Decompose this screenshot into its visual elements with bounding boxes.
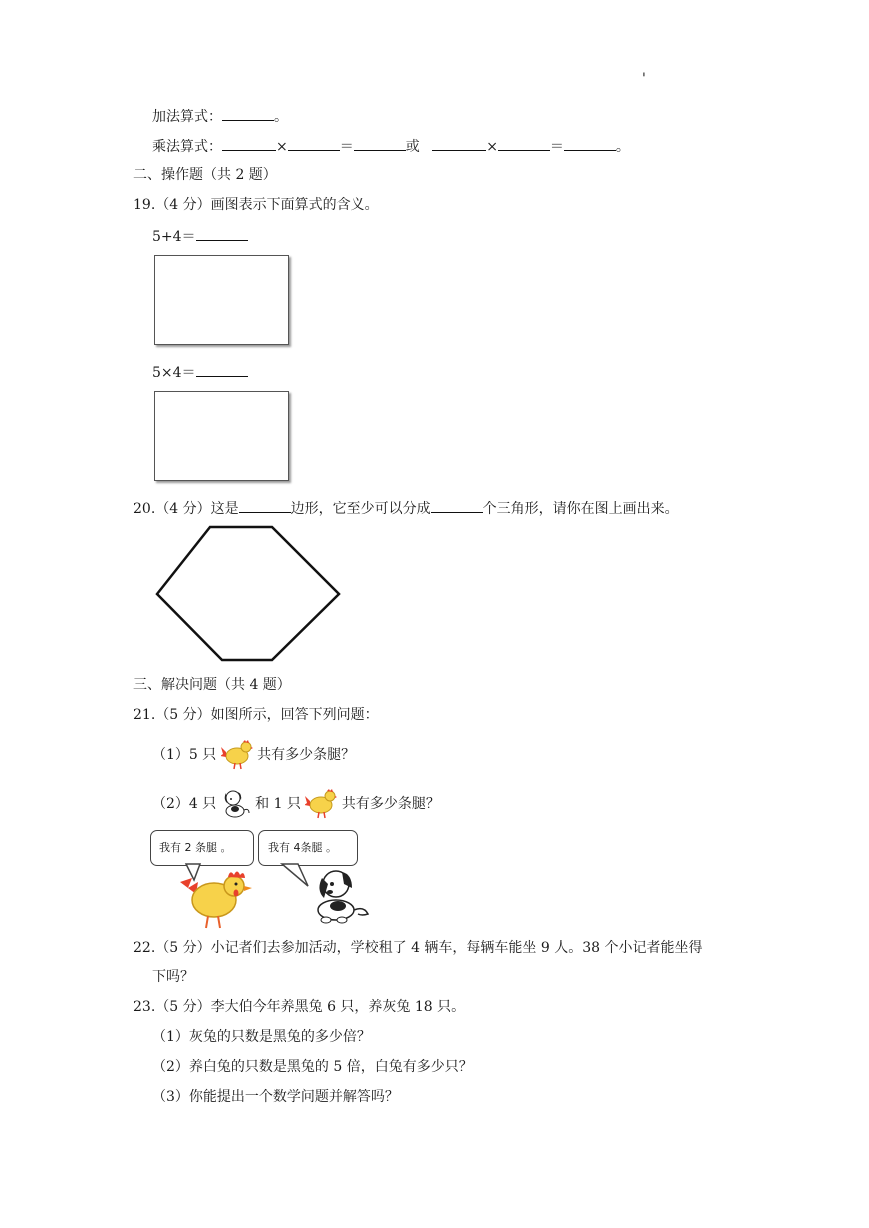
answer-blank[interactable]: [498, 136, 550, 151]
q20-text: 边形，它至少可以分成: [290, 501, 431, 517]
hexagon-figure: [150, 520, 350, 668]
multiplication-line: [152, 136, 630, 156]
q23-sub-3: （3）你能提出一个数学问题并解答吗？: [152, 1089, 399, 1105]
dog-icon: [221, 788, 251, 820]
q20-text: 个三角形，请你在图上画出来。: [482, 501, 679, 517]
times-sign: ×: [276, 139, 288, 155]
equals-sign: ＝: [549, 139, 564, 155]
equals-sign: ＝: [339, 139, 354, 155]
answer-blank[interactable]: [564, 136, 616, 151]
sub-question-text: （2）4 只: [152, 796, 217, 812]
addition-label: 加法算式：: [152, 109, 222, 125]
speech-bubble: [258, 830, 358, 866]
answer-blank[interactable]: [196, 226, 248, 241]
or-word: 或: [405, 139, 420, 155]
top-mark: ': [642, 71, 646, 87]
sub-question-text: （1）5 只: [152, 747, 217, 763]
sub-question-text: 共有多少条腿？: [257, 747, 356, 763]
bubble-text: 我有 2 条腿 。: [159, 841, 232, 854]
q19-expr-2: [152, 362, 248, 382]
answer-blank[interactable]: [354, 136, 406, 151]
period: 。: [615, 139, 630, 155]
question-19-stem: 19.（4 分）画图表示下面算式的含义。: [133, 197, 379, 213]
sub-question-text: 和 1 只: [255, 796, 301, 812]
question-22-line-2: 下吗？: [152, 969, 194, 985]
section-title: 三、解决问题（共 4 题）: [133, 677, 291, 693]
question-23-stem: 23.（5 分）李大伯今年养黑兔 6 只，养灰兔 18 只。: [133, 999, 466, 1015]
answer-blank[interactable]: [288, 136, 340, 151]
section-title: 二、操作题（共 2 题）: [133, 167, 277, 183]
expression-text: 5+4＝: [152, 229, 196, 245]
q23-sub-1: （1）灰兔的只数是黑兔的多少倍？: [152, 1029, 371, 1045]
drawing-box[interactable]: [154, 255, 289, 345]
question-22-line-1: 22.（5 分）小记者们去参加活动，学校租了 4 辆车，每辆车能坐 9 人。38 个小记者能坐得: [133, 940, 703, 956]
sub-question-text: 共有多少条腿？: [341, 796, 440, 812]
chicken-illustration: [178, 860, 258, 930]
bubble-text: 我有 4条腿 。: [268, 841, 337, 854]
chicken-icon: [305, 789, 337, 819]
dog-illustration: [276, 862, 376, 926]
multiplication-label: 乘法算式：: [152, 139, 222, 155]
q19-expr-1: [152, 226, 248, 246]
expression-text: 5×4＝: [152, 365, 196, 381]
q21-sub-2: [152, 788, 440, 822]
answer-blank[interactable]: [222, 136, 276, 151]
addition-line: [152, 106, 288, 126]
question-20-stem: [133, 498, 679, 518]
answer-blank[interactable]: [222, 106, 274, 121]
q21-sub-1: [152, 740, 355, 774]
chicken-icon: [221, 740, 253, 770]
q23-sub-2: （2）养白兔的只数是黑兔的 5 倍，白兔有多少只？: [152, 1059, 473, 1075]
drawing-box[interactable]: [154, 391, 289, 481]
times-sign: ×: [486, 139, 498, 155]
answer-blank[interactable]: [432, 136, 486, 151]
answer-blank[interactable]: [196, 362, 248, 377]
answer-blank[interactable]: [431, 498, 483, 513]
period: 。: [274, 109, 288, 125]
question-21-stem: 21.（5 分）如图所示，回答下列问题：: [133, 707, 379, 723]
answer-blank[interactable]: [239, 498, 291, 513]
q20-text: 20.（4 分）这是: [133, 501, 239, 517]
